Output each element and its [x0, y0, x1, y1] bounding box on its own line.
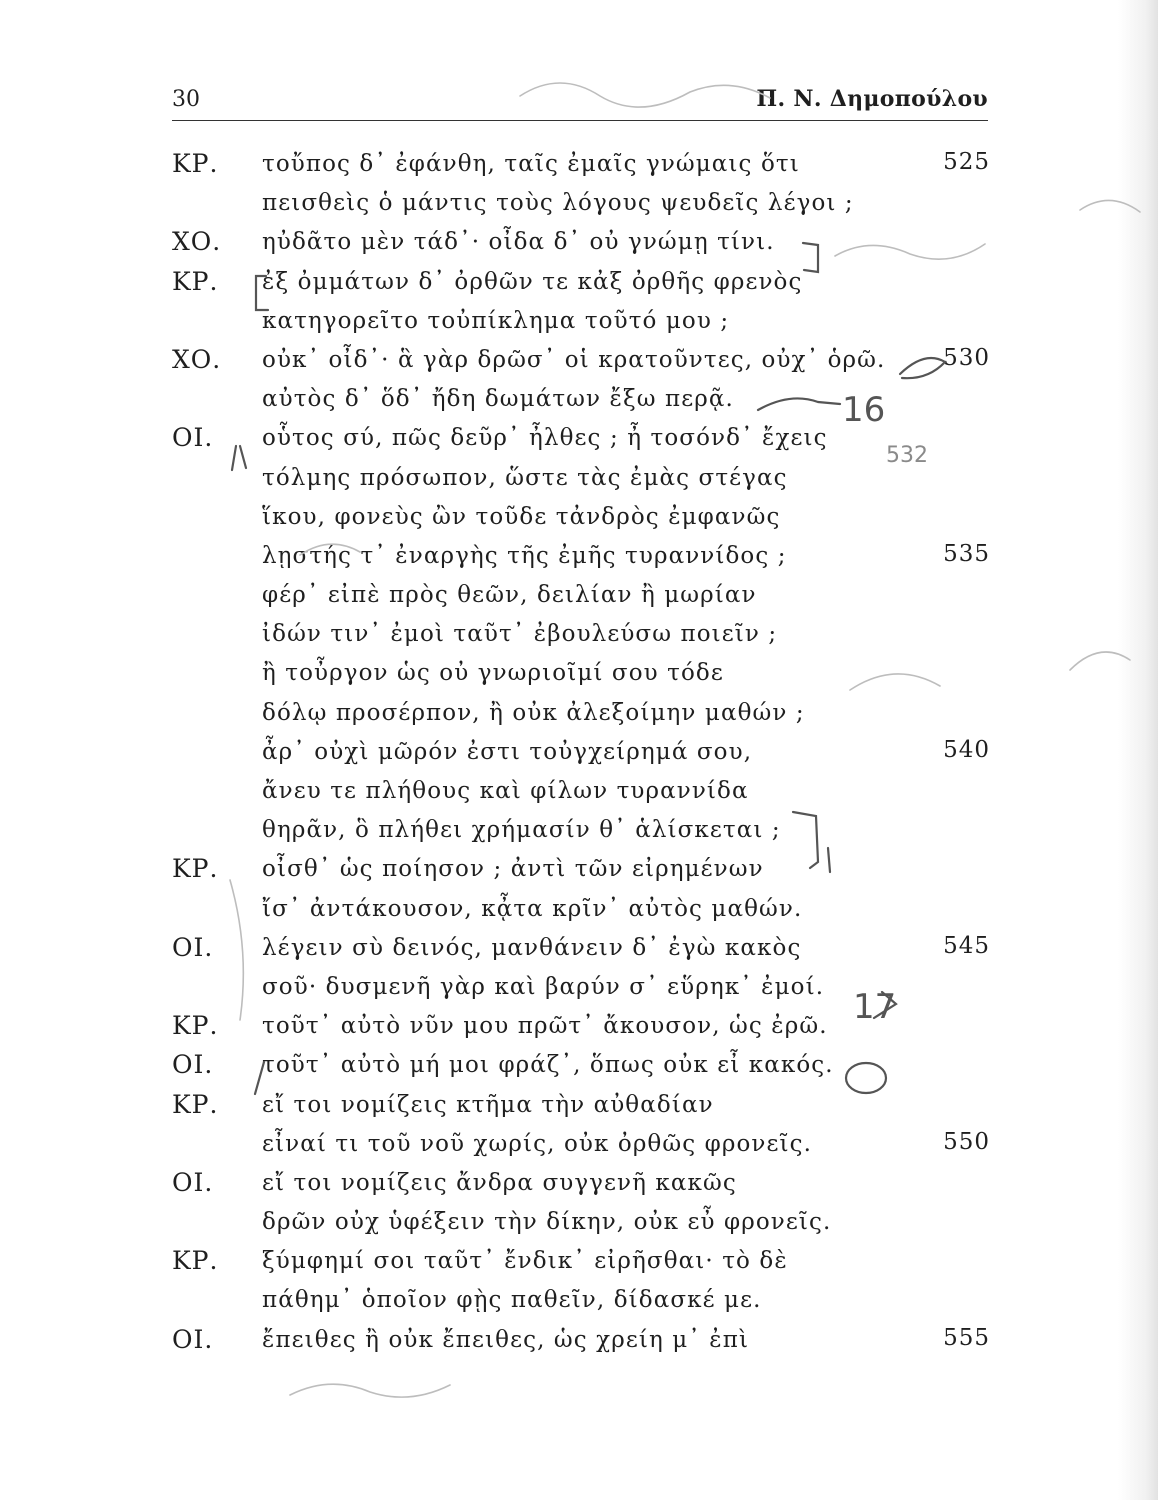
speaker-label: ΟΙ.: [172, 932, 214, 962]
verse-line: [0, 890, 1158, 929]
line-number: 525: [943, 149, 990, 175]
verse-text: ηὐδᾶτο μὲν τάδ᾽· οἶδα δ᾽ οὐ γνώμῃ τίνι.: [262, 229, 775, 256]
verse-text: ἐξ ὀμμάτων δ᾽ ὀρθῶν τε κἀξ ὀρθῆς φρενὸς: [262, 268, 803, 295]
verse-text: δρῶν οὐχ ὑφέξειν τὴν δίκην, οὐκ εὖ φρονεῖς.: [262, 1209, 832, 1236]
speaker-label: ΟΙ.: [172, 423, 214, 453]
verse-text: ἢ τοὖργον ὡς οὐ γνωριοῖμί σου τόδε: [262, 660, 724, 687]
verse-text: λέγειν σὺ δεινός, μανθάνειν δ᾽ ἐγὼ κακὸς: [262, 934, 802, 961]
verse-line: [0, 459, 1158, 498]
speaker-label: ΟΙ.: [172, 1324, 214, 1354]
verse-text: εἴ τοι νομίζεις κτῆμα τὴν αὐθαδίαν: [262, 1091, 714, 1118]
verse-line: [0, 145, 1158, 184]
verse-text: τοὔπος δ᾽ ἐφάνθη, ταῖς ἐμαῖς γνώμαις ὅτι: [262, 151, 800, 177]
line-number: 535: [943, 540, 990, 567]
verse-text: κατηγορεῖτο τοὐπίκλημα τοῦτό μου ;: [262, 307, 730, 334]
annotation-17: 17: [853, 987, 897, 1027]
verse-line: [0, 498, 1158, 537]
speaker-label: ΚΡ.: [172, 149, 219, 178]
annotation-16: 16: [842, 390, 886, 430]
verse-line: [0, 419, 1158, 458]
verse-text: τοῦτ᾽ αὐτὸ νῦν μου πρῶτ᾽ ἄκουσον, ὡς ἐρῶ.: [262, 1013, 828, 1040]
verse-text: αὐτὸς δ᾽ ὅδ᾽ ἤδη δωμάτων ἔξω περᾷ.: [262, 386, 734, 413]
verse-text: οἶσθ᾽ ὡς ποίησον ; ἀντὶ τῶν εἰρημένων: [262, 856, 764, 883]
verse-text: ἴσ᾽ ἀντάκουσον, κᾆτα κρῖν᾽ αὐτὸς μαθών.: [262, 895, 803, 922]
line-number: 555: [943, 1324, 990, 1351]
verse-line: [0, 1164, 1158, 1203]
verse-text: σοῦ· δυσμενῆ γὰρ καὶ βαρύν σ᾽ εὕρηκ᾽ ἐμοί.: [262, 973, 825, 1000]
speaker-label: ΟΙ.: [172, 1050, 214, 1080]
verse-line: [0, 380, 1158, 419]
speaker-label: ΚΡ.: [172, 854, 219, 884]
verse-text: λῃστής τ᾽ ἐναργὴς τῆς ἐμῆς τυραννίδος ;: [262, 542, 787, 569]
verse-text: ἄνευ τε πλήθους καὶ φίλων τυραννίδα: [262, 778, 749, 804]
annotation-532: 532: [886, 443, 928, 468]
verse-line: [0, 850, 1158, 889]
verse-text: ἆρ᾽ οὐχὶ μῶρόν ἐστι τοὐγχείρημά σου,: [262, 738, 753, 765]
verse-line: [0, 1086, 1158, 1125]
verse-text: τόλμης πρόσωπον, ὥστε τὰς ἐμὰς στέγας: [262, 464, 788, 491]
verse-text: πάθημ᾽ ὁποῖον φῂς παθεῖν, δίδασκέ με.: [262, 1287, 762, 1314]
line-number: 540: [943, 736, 990, 763]
verse-line: [0, 1203, 1158, 1242]
speaker-label: ΟΙ.: [172, 1167, 214, 1197]
verse-line: [0, 341, 1158, 380]
verse-text: θηρᾶν, ὃ πλήθει χρήμασίν θ᾽ ἁλίσκεται ;: [262, 817, 781, 844]
running-head: Π. Ν. Δημοπούλου: [756, 86, 988, 112]
verse-line: [0, 929, 1158, 968]
verse-text: ξύμφημί σοι ταῦτ᾽ ἔνδικ᾽ εἰρῆσθαι· τὸ δὲ: [262, 1248, 788, 1275]
verse-line: [0, 1125, 1158, 1164]
verse-text: εἴ τοι νομίζεις ἄνδρα συγγενῆ κακῶς: [262, 1169, 737, 1196]
line-number: 530: [943, 344, 990, 371]
verse-line: [0, 654, 1158, 693]
verse-text: δόλῳ προσέρπον, ἢ οὐκ ἀλεξοίμην μαθών ;: [262, 699, 805, 726]
verse-line: [0, 576, 1158, 615]
verse-text: τοῦτ᾽ αὐτὸ μή μοι φράζ᾽, ὅπως οὐκ εἶ κακός.: [262, 1052, 834, 1079]
verse-line: [0, 184, 1158, 223]
verse-line: [0, 733, 1158, 772]
verse-text: πεισθεὶς ὁ μάντις τοὺς λόγους ψευδεῖς λέγοι ;: [262, 190, 854, 217]
verse-text: εἶναί τι τοῦ νοῦ χωρίς, οὐκ ὀρθῶς φρονεῖς.: [262, 1130, 813, 1157]
verse-line: [0, 223, 1158, 262]
faint-scribble: [290, 1384, 450, 1397]
line-number: 545: [943, 932, 990, 959]
speaker-label: ΚΡ.: [172, 266, 219, 296]
verse-text: ἔπειθες ἢ οὐκ ἔπειθες, ὡς χρείη μ᾽ ἐπὶ: [262, 1326, 750, 1353]
page-header: [172, 74, 988, 121]
verse-line: [0, 772, 1158, 811]
verse-text: φέρ᾽ εἰπὲ πρὸς θεῶν, δειλίαν ἢ μωρίαν: [262, 582, 757, 609]
speaker-label: ΧΟ.: [172, 344, 222, 374]
verse-line: [0, 263, 1158, 302]
verse-line: [0, 1007, 1158, 1046]
verse-line: [0, 1281, 1158, 1320]
speaker-label: ΚΡ.: [172, 1089, 219, 1119]
speaker-label: ΚΡ.: [172, 1011, 219, 1041]
verse-text: ἵκου, φονεὺς ὢν τοῦδε τἀνδρὸς ἐμφανῶς: [262, 503, 781, 530]
verse-line: [0, 1046, 1158, 1085]
verse-list: [0, 145, 1158, 1360]
verse-text: οὐκ᾽ οἶδ᾽· ἃ γὰρ δρῶσ᾽ οἱ κρατοῦντες, οὐχ᾽ ὁρῶ.: [262, 346, 886, 373]
verse-line: [0, 811, 1158, 850]
verse-line: [0, 968, 1158, 1007]
line-number: 550: [943, 1128, 990, 1155]
verse-line: [0, 1242, 1158, 1281]
page-number: 30: [172, 87, 200, 112]
verse-line: [0, 302, 1158, 341]
verse-line: [0, 1321, 1158, 1360]
speaker-label: ΚΡ.: [172, 1246, 219, 1276]
verse-line: [0, 537, 1158, 576]
verse-text: οὗτος σύ, πῶς δεῦρ᾽ ἦλθες ; ἦ τοσόνδ᾽ ἔχεις: [262, 425, 828, 452]
speaker-label: ΧΟ.: [172, 227, 222, 257]
verse-line: [0, 615, 1158, 654]
verse-line: [0, 694, 1158, 733]
verse-text: ἰδών τιν᾽ ἐμοὶ ταῦτ᾽ ἐβουλεύσω ποιεῖν ;: [262, 621, 778, 648]
